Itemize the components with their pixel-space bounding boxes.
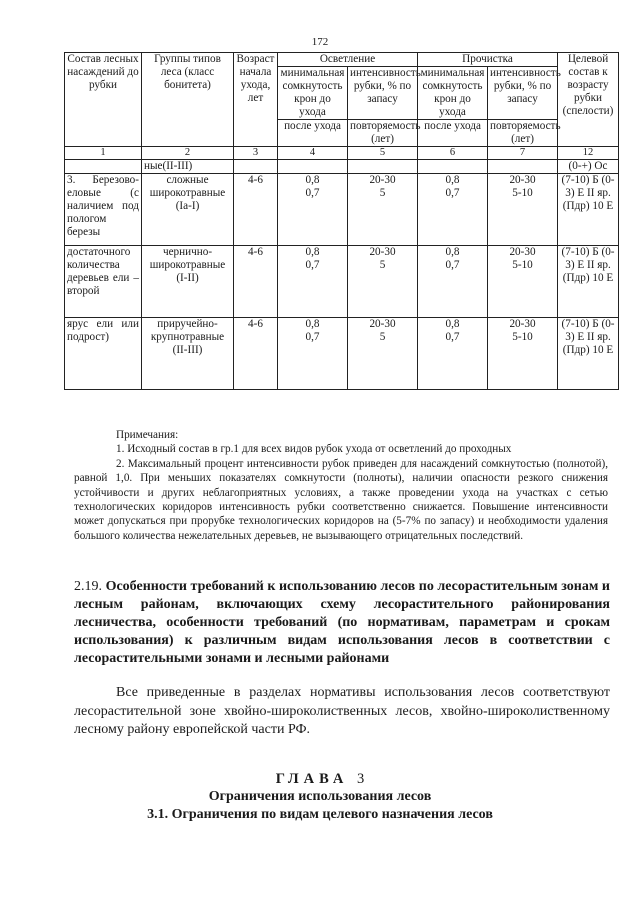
header-forest-types: Группы типов леса (класс бонитета) xyxy=(142,53,234,147)
cell-thinning-intensity: 20-30 5-10 xyxy=(488,174,558,246)
table-row xyxy=(65,318,619,390)
cell-age: 4-6 xyxy=(234,246,278,318)
column-number: 4 xyxy=(278,147,348,160)
cell-clearing-min: 0,8 0,7 xyxy=(278,246,348,318)
cell-forest-type: чернично-широкотравные (I-II) xyxy=(142,246,234,318)
body-paragraph: Все приведенные в разделах нормативы использования лесов соответствуют лесорастительной зоне хвойно-широколиственных лесов, хвойно-широколиственному лесному району европейской части РФ. xyxy=(74,685,610,737)
header-thinning: Прочистка xyxy=(418,53,558,67)
section-heading xyxy=(74,578,610,668)
cell-age: 4-6 xyxy=(234,318,278,390)
cell-target: (7-10) Б (0-3) Е II яр. (Пдр) 10 Е xyxy=(558,246,619,318)
cell-clearing-min: 0,8 0,7 xyxy=(278,318,348,390)
cell-thinning-intensity: 20-30 5-10 xyxy=(488,246,558,318)
cell-composition: 3. Березовоеловые (с наличием под пологом березы xyxy=(65,174,142,246)
header-intensity: интенсивность рубки, % по запасу xyxy=(488,67,558,120)
header-min-density: минимальная сомкнутость крон до ухода xyxy=(278,67,348,120)
chapter-heading xyxy=(0,770,640,824)
cell-age: 4-6 xyxy=(234,174,278,246)
header-intensity: интенсивность рубки, % по запасу xyxy=(348,67,418,120)
chapter-title: Ограничения использования лесов xyxy=(208,789,432,804)
cell-forest-type: сложные широкотравные (Ia-I) xyxy=(142,174,234,246)
column-number: 3 xyxy=(234,147,278,160)
table-row xyxy=(65,246,619,318)
cell-thinning-min: 0,8 0,7 xyxy=(418,246,488,318)
header-after-care: после ухода xyxy=(278,120,348,147)
header-repeat: повторяемость (лет) xyxy=(488,120,558,147)
cell-composition: ярус ели или подрост) xyxy=(65,318,142,390)
cell-clearing-intensity: 20-30 5 xyxy=(348,318,418,390)
note-2: 2. Максимальный процент интенсивности рубок приведен для насаждений сомкнутостью (полнотой), равной 1,0. При меньших показателях сомкнутости (полноты), наличии опасности резкого снижения устойчивости и других неблагоприятных условиях, а также проведении ухода на участках с сетью технологических коридоров интенсивность рубки соответственно снижается. Повышение интенсивности может допускаться при прорубке технологических коридоров на (5-7% по запасу) и необходимости удаления большого количества нежелательных деревьев, не вызывающего отрицательных последствий. xyxy=(74,457,608,542)
cell-thinning-min: 0,8 0,7 xyxy=(418,174,488,246)
header-clearing: Осветление xyxy=(278,53,418,67)
column-number: 6 xyxy=(418,147,488,160)
column-number: 12 xyxy=(558,147,619,160)
cell-target: (0-+) Ос xyxy=(558,160,619,174)
header-after-care: после ухода xyxy=(418,120,488,147)
cell-clearing-intensity: 20-30 5 xyxy=(348,174,418,246)
cell-thinning-intensity: 20-30 5-10 xyxy=(488,318,558,390)
section-number: 2.19. xyxy=(74,579,102,594)
cell-forest-type: приручейно-крупнотравные (II-III) xyxy=(142,318,234,390)
page-number: 172 xyxy=(311,36,329,48)
table-header-row xyxy=(65,53,619,67)
cell-forest-type: ные(II-III) xyxy=(142,160,234,174)
column-number: 1 xyxy=(65,147,142,160)
cell-composition: достаточного количества деревьев ели – второй xyxy=(65,246,142,318)
column-number-row xyxy=(65,147,619,160)
chapter-subtitle: 3.1. Ограничения по видам целевого назначения лесов xyxy=(147,807,493,822)
table-row xyxy=(65,160,619,174)
header-target: Целевой состав к возрасту рубки (спелости) xyxy=(558,53,619,147)
norms-table xyxy=(64,52,619,390)
notes-title: Примечания: xyxy=(116,429,179,441)
cell-clearing-min: 0,8 0,7 xyxy=(278,174,348,246)
note-1: 1. Исходный состав в гр.1 для всех видов рубок ухода от осветлений до проходных xyxy=(116,443,512,456)
cell-clearing-intensity: 20-30 5 xyxy=(348,246,418,318)
header-repeat: повторяемость (лет) xyxy=(348,120,418,147)
cell-thinning-min: 0,8 0,7 xyxy=(418,318,488,390)
cell-target: (7-10) Б (0-3) Е II яр. (Пдр) 10 Е xyxy=(558,318,619,390)
body-text xyxy=(74,684,610,740)
header-composition: Состав лесных насаждений до рубки xyxy=(65,53,142,147)
column-number: 7 xyxy=(488,147,558,160)
header-min-density: минимальная сомкнутость крон до ухода xyxy=(418,67,488,120)
cell-target: (7-10) Б (0-3) Е II яр. (Пдр) 10 Е xyxy=(558,174,619,246)
chapter-label: ГЛАВА 3 xyxy=(275,771,365,787)
table-row xyxy=(65,174,619,246)
column-number: 2 xyxy=(142,147,234,160)
table-notes xyxy=(74,428,608,543)
section-title: Особенности требований к использованию лесов по лесорастительным зонам и лесным районам, включающих схему лесорастительного районирования лесничества, особенности требований (по нормативам, параметрам и срокам использования) к различным видам использования лесов в соответствии с лесорастительными зонами и лесными районами xyxy=(74,579,611,666)
column-number: 5 xyxy=(348,147,418,160)
header-age: Возраст начала ухода, лет xyxy=(234,53,278,147)
